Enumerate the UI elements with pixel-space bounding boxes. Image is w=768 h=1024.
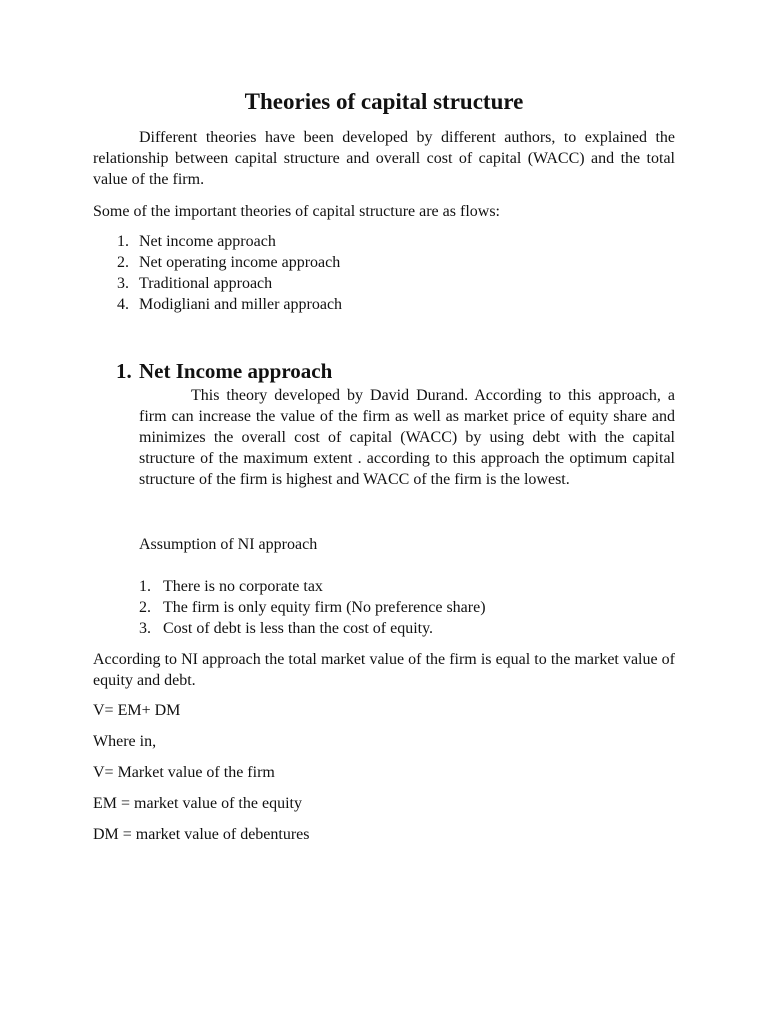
list-item — [139, 618, 675, 639]
list-item — [139, 597, 675, 618]
definition-line: DM = market value of debentures — [93, 826, 310, 843]
formula: V= EM+ DM — [93, 702, 181, 719]
list-text: Net income approach — [139, 233, 276, 250]
list-text: Modigliani and miller approach — [139, 296, 343, 313]
list-item — [93, 273, 675, 294]
list-number: 4. — [117, 296, 129, 313]
list-item — [139, 576, 675, 597]
assumption-heading: Assumption of NI approach — [139, 536, 318, 553]
section-number: 1. — [116, 359, 132, 383]
list-text: The firm is only equity firm (No preference share) — [163, 599, 486, 616]
list-number: 1. — [117, 233, 129, 250]
list-text: Traditional approach — [139, 275, 273, 292]
theories-lead: Some of the important theories of capital structure are as flows: — [93, 203, 500, 220]
list-item — [93, 252, 675, 273]
definition-line: EM = market value of the equity — [93, 795, 302, 812]
definition-line: V= Market value of the firm — [93, 764, 275, 781]
section-body: This theory developed by David Durand. According to this approach, a firm can increase the value of the firm as well as market price of equity share and minimizes the overall cost of capital (WACC) by using debt with the capital structure of the maximum extent . according to this approach the optimum capital structure of the firm is highest and WACC of the firm is the lowest. — [139, 387, 675, 488]
list-text: Net operating income approach — [139, 254, 341, 271]
where-label: Where in, — [93, 733, 157, 750]
list-number: 2. — [117, 254, 129, 271]
list-number: 1. — [139, 578, 151, 595]
list-item — [93, 294, 675, 315]
page-title: Theories of capital structure — [244, 89, 524, 114]
conclusion-paragraph: According to NI approach the total market value of the firm is equal to the market value of equity and debt. — [93, 651, 675, 689]
theories-list — [93, 231, 675, 315]
list-text: Cost of debt is less than the cost of equity. — [163, 620, 434, 637]
assumptions-list — [139, 576, 675, 639]
list-number: 2. — [139, 599, 151, 616]
section-heading — [116, 358, 332, 384]
section-title: Net Income approach — [139, 359, 333, 383]
list-item — [93, 231, 675, 252]
list-text: There is no corporate tax — [163, 578, 323, 595]
list-number: 3. — [139, 620, 151, 637]
intro-paragraph: Different theories have been developed by different authors, to explained the relationship between capital structure and overall cost of capital (WACC) and the total value of the firm. — [93, 129, 675, 188]
list-number: 3. — [117, 275, 129, 292]
